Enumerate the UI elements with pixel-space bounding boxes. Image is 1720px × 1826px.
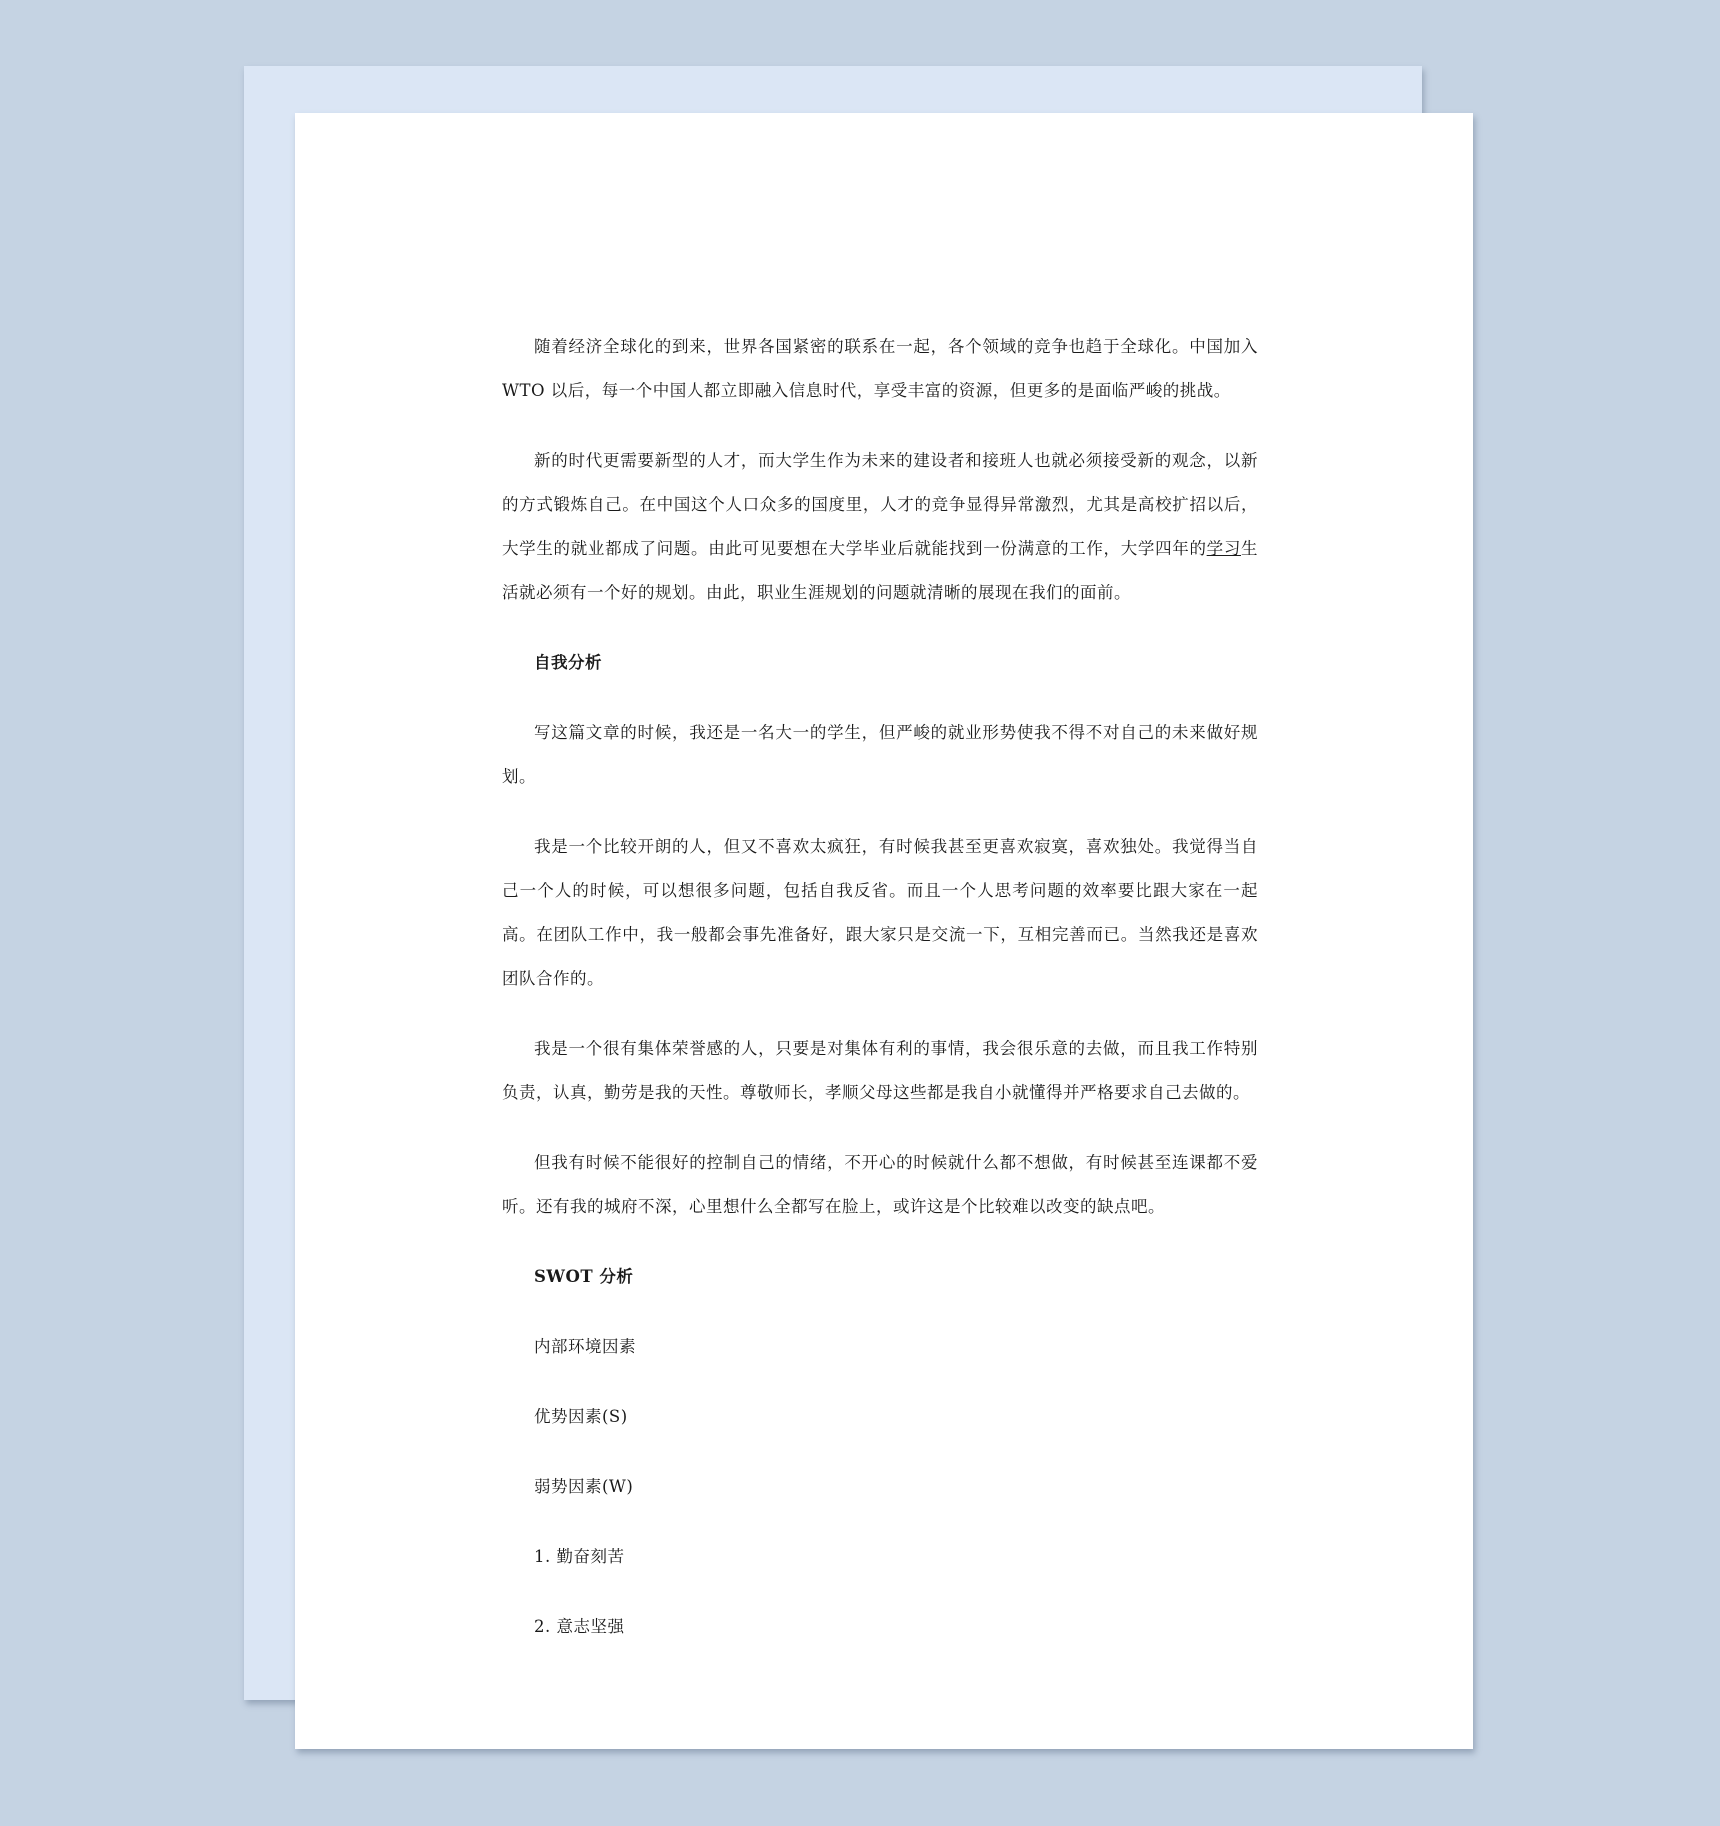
paragraph-self-4: 但我有时候不能很好的控制自己的情绪，不开心的时候就什么都不想做，有时候甚至连课都不爱听。还有我的城府不深，心里想什么全都写在脸上，或许这是个比较难以改变的缺点吧。 bbox=[502, 1153, 1258, 1216]
swot-item-strengths: 优势因素(S) bbox=[534, 1407, 628, 1426]
document-page bbox=[295, 113, 1473, 1749]
paragraph-self-2: 我是一个比较开朗的人，但又不喜欢太疯狂，有时候我甚至更喜欢寂寞，喜欢独处。我觉得当自己一个人的时候，可以想很多问题，包括自我反省。而且一个人思考问题的效率要比跟大家在一起高。在团队工作中，我一般都会事先准备好，跟大家只是交流一下，互相完善而已。当然我还是喜欢团队合作的。 bbox=[502, 837, 1258, 988]
heading-self-analysis: 自我分析 bbox=[534, 653, 602, 672]
paragraph-new-era-text-2: 生活就必须有一个好的规划。由此，职业生涯规划的问题就清晰的展现在我们的面前。 bbox=[502, 539, 1259, 602]
swot-item-2: 2. 意志坚强 bbox=[534, 1617, 625, 1636]
heading-swot-analysis: SWOT 分析 bbox=[534, 1267, 634, 1286]
study-link[interactable]: 学习 bbox=[1206, 539, 1242, 558]
swot-item-1: 1. 勤奋刻苦 bbox=[534, 1547, 625, 1566]
paragraph-self-1: 写这篇文章的时候，我还是一名大一的学生，但严峻的就业形势使我不得不对自己的未来做好规划。 bbox=[502, 723, 1258, 786]
paragraph-new-era-text-1: 新的时代更需要新型的人才，而大学生作为未来的建设者和接班人也就必须接受新的观念，以新的方式锻炼自己。在中国这个人口众多的国度里，人才的竞争显得异常激烈，尤其是高校扩招以后，大学生的就业都成了问题。由此可见要想在大学毕业后就能找到一份满意的工作，大学四年的 bbox=[502, 451, 1258, 558]
swot-item-internal: 内部环境因素 bbox=[534, 1337, 636, 1356]
paragraph-intro: 随着经济全球化的到来，世界各国紧密的联系在一起，各个领域的竞争也趋于全球化。中国加入 WTO 以后，每一个中国人都立即融入信息时代，享受丰富的资源，但更多的是面临严峻的挑战。 bbox=[502, 337, 1258, 400]
paragraph-new-era bbox=[502, 439, 1258, 615]
swot-item-weaknesses: 弱势因素(W) bbox=[534, 1477, 634, 1496]
document-content bbox=[502, 325, 1258, 1675]
paragraph-self-3: 我是一个很有集体荣誉感的人，只要是对集体有利的事情，我会很乐意的去做，而且我工作特别负责，认真，勤劳是我的天性。尊敬师长，孝顺父母这些都是我自小就懂得并严格要求自己去做的。 bbox=[502, 1039, 1258, 1102]
